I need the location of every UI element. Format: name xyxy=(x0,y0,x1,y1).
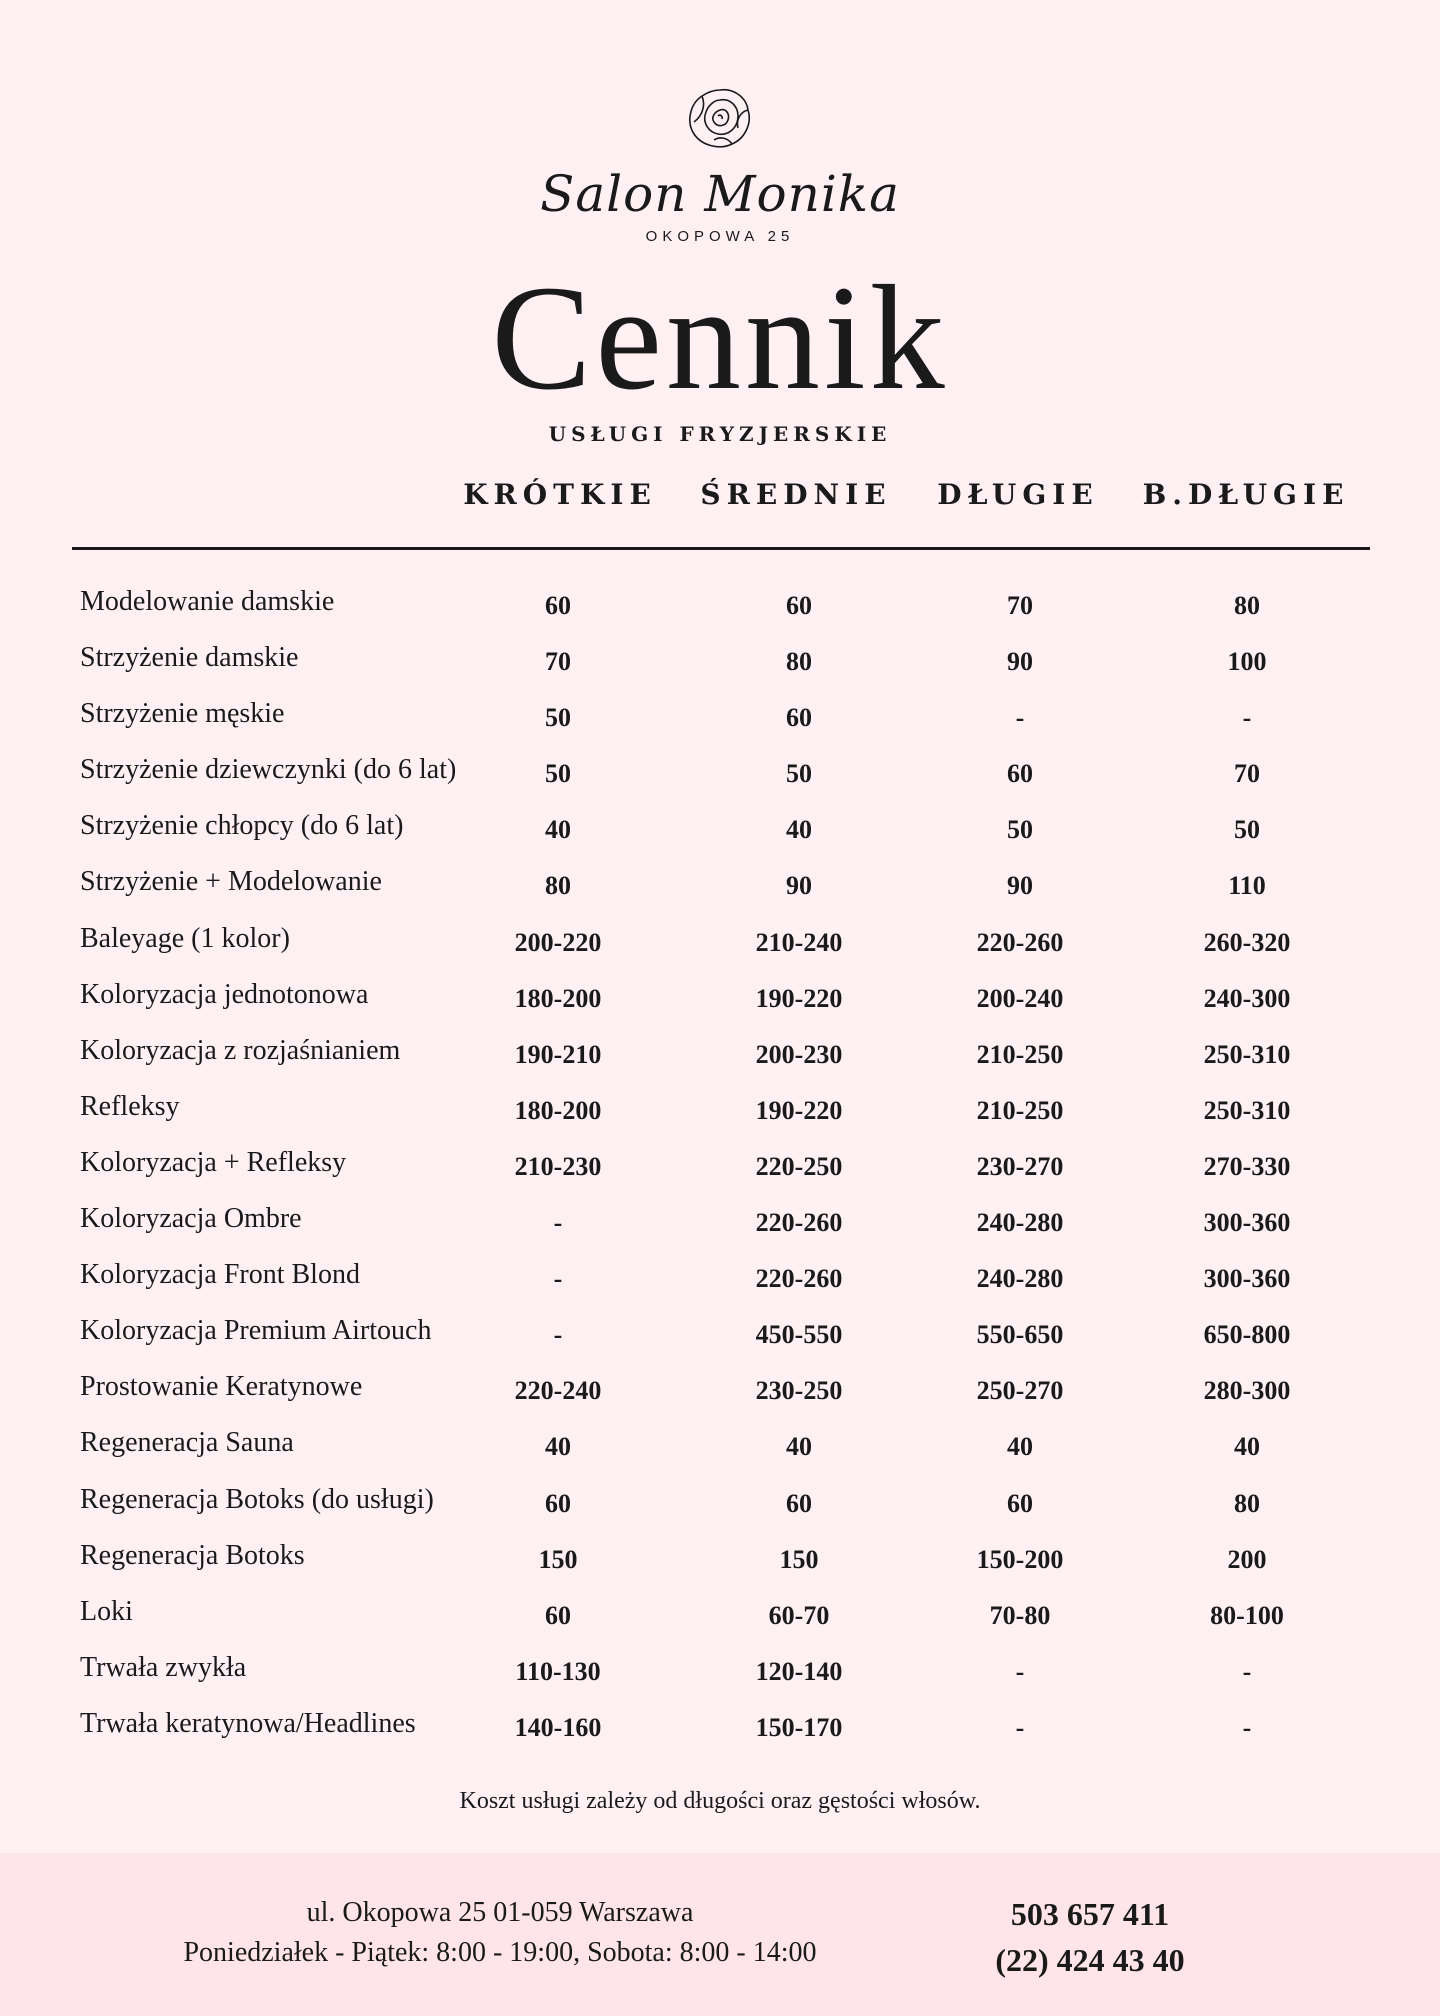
phone-landline: (22) 424 43 40 xyxy=(995,1942,1185,1978)
price-cell: 150 xyxy=(538,1544,578,1574)
price-cell: 50 xyxy=(545,759,571,789)
price-cell: 230-250 xyxy=(755,1376,843,1406)
price-cell: 210-230 xyxy=(514,1151,602,1181)
price-cell: 60 xyxy=(545,1488,571,1518)
price-cell: 220-240 xyxy=(514,1376,602,1406)
price-cell: 220-250 xyxy=(755,1151,843,1181)
price-cell: 80 xyxy=(1234,591,1260,620)
price-cell: 80 xyxy=(786,647,812,677)
footer-address: ul. Okopowa 25 01-059 Warszawa xyxy=(306,1897,694,1928)
service-name: Strzyżenie dziewczynki (do 6 lat) xyxy=(80,754,457,786)
price-cell: 200-220 xyxy=(514,927,602,957)
column-header-medium: ŚREDNIE xyxy=(700,478,892,511)
price-cell: 250-270 xyxy=(976,1376,1064,1406)
price-cell: 240-280 xyxy=(976,1264,1064,1294)
price-cell: 650-800 xyxy=(1203,1320,1291,1350)
page-subtitle: USŁUGI FRYZJERSKIE xyxy=(548,422,892,446)
price-cell: 90 xyxy=(1007,647,1033,677)
price-cell: 250-310 xyxy=(1203,1095,1291,1125)
price-cell: 250-310 xyxy=(1203,1039,1291,1069)
table-row xyxy=(0,1700,1440,1756)
price-cell: - xyxy=(1015,1656,1025,1686)
price-cell: - xyxy=(1015,1712,1025,1742)
price-cell: 280-300 xyxy=(1203,1376,1291,1406)
price-cell: 80-100 xyxy=(1210,1600,1284,1630)
table-row xyxy=(0,1307,1440,1363)
price-cell: 40 xyxy=(545,1432,571,1462)
service-name: Koloryzacja z rozjaśnianiem xyxy=(80,1034,401,1066)
price-cell: 50 xyxy=(545,703,571,733)
price-cell: 200 xyxy=(1227,1544,1267,1574)
rose-icon xyxy=(680,82,760,162)
price-cell: 190-210 xyxy=(514,1039,602,1069)
service-name: Prostowanie Keratynowe xyxy=(80,1371,363,1403)
price-cell: 140-160 xyxy=(514,1712,602,1742)
service-name: Baleyage (1 kolor) xyxy=(80,922,290,954)
price-cell: - xyxy=(1242,703,1252,733)
price-cell: 210-250 xyxy=(976,1095,1064,1125)
table-row xyxy=(0,1251,1440,1307)
price-cell: 230-270 xyxy=(976,1151,1064,1181)
footer-address-block xyxy=(100,1893,900,1973)
price-cell: 70 xyxy=(1234,759,1260,789)
price-cell: 180-200 xyxy=(514,983,602,1013)
service-name: Koloryzacja Front Blond xyxy=(80,1259,360,1291)
column-header-short: KRÓTKIE xyxy=(463,478,657,511)
price-cell: 40 xyxy=(1007,1432,1033,1462)
price-cell: 60 xyxy=(786,1488,812,1518)
service-name: Strzyżenie chłopcy (do 6 lat) xyxy=(80,810,404,842)
price-cell: 70-80 xyxy=(989,1600,1051,1630)
price-cell: 80 xyxy=(545,871,571,901)
service-name: Trwała zwykła xyxy=(80,1651,247,1683)
price-cell: 60 xyxy=(545,1600,571,1630)
price-cell: 190-220 xyxy=(755,983,843,1013)
price-note: Koszt usługi zależy od długości oraz gęstości włosów. xyxy=(459,1788,981,1814)
service-name: Modelowanie damskie xyxy=(80,586,335,617)
service-name: Loki xyxy=(80,1595,133,1627)
price-cell: 50 xyxy=(1007,815,1033,845)
price-cell: - xyxy=(553,1208,563,1238)
footer-phones xyxy=(920,1891,1260,1983)
price-cell: - xyxy=(553,1264,563,1294)
price-cell: 200-240 xyxy=(976,983,1064,1013)
price-cell: 100 xyxy=(1227,647,1267,677)
phone-mobile: 503 657 411 xyxy=(1010,1896,1170,1932)
table-row xyxy=(0,971,1440,1027)
footer xyxy=(0,1853,1440,2016)
price-cell: 80 xyxy=(1234,1488,1260,1518)
table-row xyxy=(0,1476,1440,1532)
table-row xyxy=(0,1363,1440,1419)
price-cell: - xyxy=(553,1320,563,1350)
price-cell: 200-230 xyxy=(755,1039,843,1069)
price-cell: 60 xyxy=(545,591,571,620)
price-cell: 210-240 xyxy=(755,927,843,957)
service-name: Koloryzacja Premium Airtouch xyxy=(80,1315,432,1347)
service-name: Koloryzacja Ombre xyxy=(80,1203,302,1235)
footer-hours: Poniedziałek - Piątek: 8:00 - 19:00, Sobota: 8:00 - 14:00 xyxy=(183,1937,817,1968)
price-cell: 550-650 xyxy=(976,1320,1064,1350)
price-cell: 120-140 xyxy=(755,1656,843,1686)
salon-name: Salon Monika xyxy=(540,165,900,223)
service-name: Strzyżenie damskie xyxy=(80,642,299,674)
table-row xyxy=(0,634,1440,690)
price-cell: 220-260 xyxy=(755,1208,843,1238)
price-cell: - xyxy=(1015,703,1025,733)
price-cell: 150 xyxy=(779,1544,819,1574)
table-row xyxy=(0,746,1440,802)
price-cell: 60-70 xyxy=(768,1600,830,1630)
price-cell: 300-360 xyxy=(1203,1264,1291,1294)
table-row xyxy=(0,1588,1440,1644)
service-name: Regeneracja Sauna xyxy=(80,1427,294,1459)
price-cell: 60 xyxy=(786,591,812,620)
price-cell: 40 xyxy=(1234,1432,1260,1462)
price-cell: 110 xyxy=(1228,871,1266,901)
price-cell: 240-300 xyxy=(1203,983,1291,1013)
price-cell: 40 xyxy=(786,815,812,845)
price-cell: 110-130 xyxy=(515,1656,601,1686)
price-cell: 240-280 xyxy=(976,1208,1064,1238)
service-name: Strzyżenie + Modelowanie xyxy=(80,866,382,898)
table-row xyxy=(0,1083,1440,1139)
table-row xyxy=(0,1644,1440,1700)
price-cell: 450-550 xyxy=(755,1320,843,1350)
price-cell: 60 xyxy=(1007,759,1033,789)
salon-street: OKOPOWA 25 xyxy=(645,228,795,245)
table-row xyxy=(0,1195,1440,1251)
service-name: Strzyżenie męskie xyxy=(80,698,285,730)
salon-logo xyxy=(0,82,1440,245)
service-name: Koloryzacja + Refleksy xyxy=(80,1146,347,1178)
price-cell: 150-170 xyxy=(755,1712,843,1742)
table-row xyxy=(0,1532,1440,1588)
price-cell: - xyxy=(1242,1712,1252,1742)
service-name: Refleksy xyxy=(80,1090,180,1122)
table-row xyxy=(0,578,1440,634)
column-header-very-long: B.DŁUGIE xyxy=(1142,478,1350,511)
column-header-long: DŁUGIE xyxy=(937,478,1099,511)
table-row xyxy=(0,858,1440,914)
price-cell: 270-330 xyxy=(1203,1151,1291,1181)
price-cell: 210-250 xyxy=(976,1039,1064,1069)
table-row xyxy=(0,1419,1440,1475)
table-row xyxy=(0,1139,1440,1195)
service-name: Koloryzacja jednotonowa xyxy=(80,978,369,1010)
price-cell: 220-260 xyxy=(976,927,1064,957)
price-cell: 50 xyxy=(786,759,812,789)
service-name: Regeneracja Botoks (do usługi) xyxy=(80,1483,434,1515)
price-cell: 70 xyxy=(1007,591,1033,620)
price-cell: 90 xyxy=(1007,871,1033,901)
price-cell: 220-260 xyxy=(755,1264,843,1294)
page-title: Cennik xyxy=(491,255,949,421)
price-cell: 40 xyxy=(786,1432,812,1462)
price-cell: 70 xyxy=(545,647,571,677)
table-row xyxy=(0,802,1440,858)
price-cell: - xyxy=(1242,1656,1252,1686)
service-name: Trwała keratynowa/Headlines xyxy=(80,1707,416,1739)
price-cell: 60 xyxy=(1007,1488,1033,1518)
price-cell: 180-200 xyxy=(514,1095,602,1125)
price-cell: 60 xyxy=(786,703,812,733)
price-cell: 150-200 xyxy=(976,1544,1064,1574)
price-cell: 190-220 xyxy=(755,1095,843,1125)
table-row xyxy=(0,690,1440,746)
table-row xyxy=(0,915,1440,971)
service-name: Regeneracja Botoks xyxy=(80,1539,305,1571)
price-table xyxy=(0,578,1440,1756)
table-row xyxy=(0,1027,1440,1083)
price-cell: 260-320 xyxy=(1203,927,1291,957)
price-cell: 50 xyxy=(1234,815,1260,845)
price-cell: 90 xyxy=(786,871,812,901)
header-divider xyxy=(72,547,1370,550)
price-cell: 40 xyxy=(545,815,571,845)
price-cell: 300-360 xyxy=(1203,1208,1291,1238)
